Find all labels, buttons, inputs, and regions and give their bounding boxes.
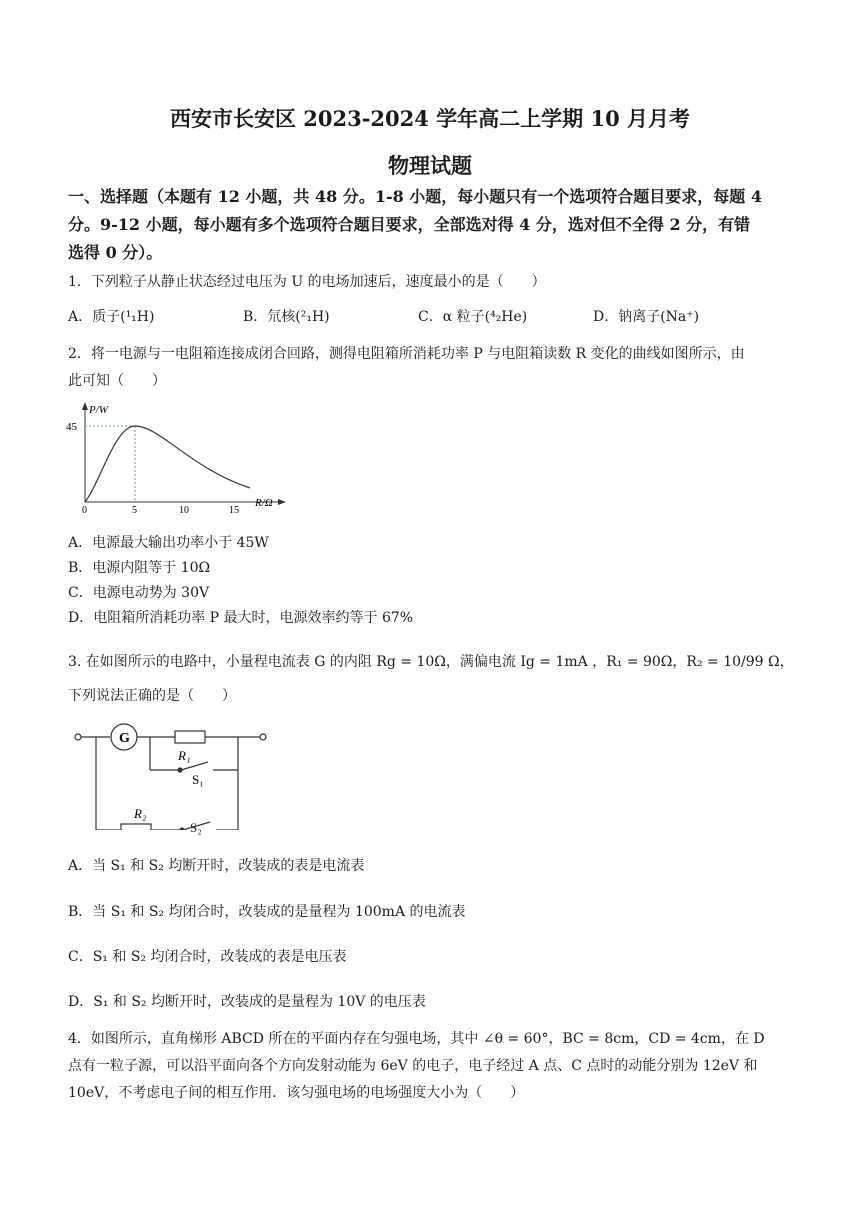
q3-stem-line1: 3. 在如图所示的电路中，小量程电流表 G 的内阻 Rg = 10Ω，满偏电流 Ig = 1mA ，R₁ = 90Ω，R₂ = 10/99 Ω， — [68, 654, 794, 670]
q3-option-b: B．当 S₁ 和 S₂ 均闭合时，改装成的是量程为 100mA 的电流表 — [68, 904, 466, 920]
r1-label: R₁ — [178, 748, 191, 763]
q1-option-d: D．钠离子(Na⁺) — [593, 309, 700, 325]
y-axis-arrow — [82, 402, 88, 410]
q4-stem-line1: 4．如图所示，直角梯形 ABCD 所在的平面内存在匀强电场，其中 ∠θ = 60°，BC = 8cm，CD = 4cm，在 D — [68, 1031, 765, 1047]
page-title: 西安市长安区 2023-2024 学年高二上学期 10 月月考 — [169, 106, 691, 131]
left-terminal — [75, 734, 81, 740]
q1-option-b: B．氘核(²₁H) — [243, 309, 330, 325]
q2-option-a: A．电源最大输出功率小于 45W — [68, 535, 269, 551]
q2-option-c: C．电源电动势为 30V — [68, 585, 210, 601]
s1-label: S₁ — [192, 772, 204, 787]
right-terminal — [260, 734, 266, 740]
circuit-diagram — [68, 720, 278, 830]
r2-resistor — [121, 824, 151, 830]
x-tick-15: 15 — [229, 505, 239, 516]
q4-stem-line2: 点有一粒子源，可以沿平面向各个方向发射动能为 6eV 的电子，电子经过 A 点、C 点时的动能分别为 12eV 和 — [68, 1058, 758, 1074]
section-heading — [68, 183, 794, 267]
page-subtitle: 物理试题 — [388, 153, 472, 178]
q1-option-a: A．质子(¹₁H) — [68, 309, 155, 325]
x-tick-0: 0 — [82, 505, 87, 516]
q3-option-d: D．S₁ 和 S₂ 均断开时，改装成的是量程为 10V 的电压表 — [68, 994, 426, 1010]
s1-switch-blade — [181, 762, 208, 770]
q3-option-a: A．当 S₁ 和 S₂ 均断开时，改装成的表是电流表 — [68, 858, 365, 874]
q2-stem-line2: 此可知（ ） — [68, 373, 166, 389]
x-axis-arrow — [278, 499, 286, 505]
q4-stem-line3: 10eV，不考虑电子间的相互作用．该匀强电场的电场强度大小为（ ） — [68, 1085, 525, 1101]
q2-option-d: D．电阻箱所消耗功率 P 最大时，电源效率约等于 67% — [68, 610, 414, 626]
section-heading-line2: 分。9-12 小题，每小题有多个选项符合题目要求，全部选对得 4 分，选对但不全得 2 分，有错 — [68, 215, 751, 234]
y-axis-label: P/W — [89, 404, 108, 416]
power-curve — [85, 426, 250, 502]
s2-label: S₂ — [190, 820, 202, 835]
q2-option-b: B．电源内阻等于 10Ω — [68, 560, 211, 576]
r2-label: R₂ — [134, 806, 147, 821]
q2-stem-line1: 2．将一电源与一电阻箱连接成闭合回路，测得电阻箱所消耗功率 P 与电阻箱读数 R 变化的曲线如图所示，由 — [68, 346, 745, 362]
q1-stem: 1．下列粒子从静止状态经过电压为 U 的电场加速后，速度最小的是（ ） — [68, 274, 546, 290]
x-axis-label: R/Ω — [255, 497, 273, 509]
q3-stem-line2: 下列说法正确的是（ ） — [68, 688, 236, 704]
y-tick-45: 45 — [66, 421, 77, 433]
q3-option-c: C．S₁ 和 S₂ 均闭合时，改装成的表是电压表 — [68, 949, 347, 965]
r1-resistor — [175, 731, 205, 743]
galvanometer-label: G — [119, 731, 130, 746]
x-tick-5: 5 — [132, 505, 137, 516]
x-tick-10: 10 — [179, 505, 189, 516]
power-resistance-graph — [60, 398, 290, 516]
section-heading-line1: 一、选择题（本题有 12 小题，共 48 分。1-8 小题，每小题只有一个选项符合题目要求，每题 4 — [68, 187, 762, 206]
q1-option-c: C．α 粒子(⁴₂He) — [418, 309, 528, 325]
section-heading-line3: 选得 0 分）。 — [68, 243, 163, 262]
